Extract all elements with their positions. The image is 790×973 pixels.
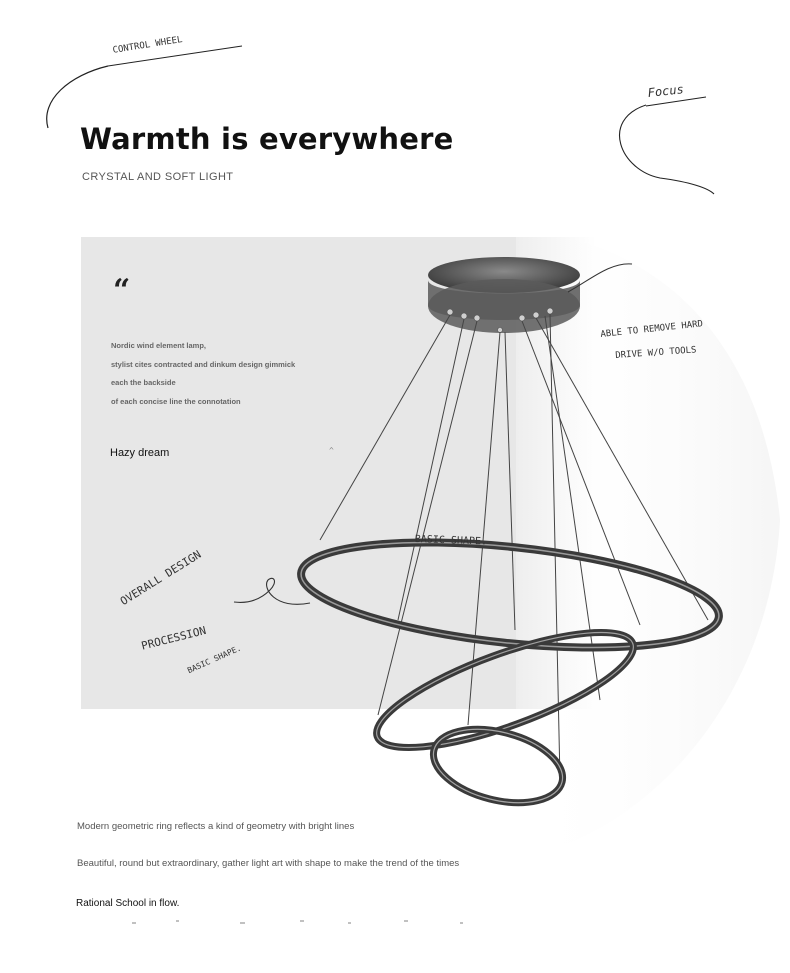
annotation-able-to-remove: ABLE TO REMOVE HARD: [600, 319, 704, 340]
annotation-caret: ^: [329, 446, 334, 455]
tagline: Hazy dream: [110, 447, 170, 459]
description-line: Nordic wind element lamp,: [111, 341, 207, 350]
annotation-basic-shape-left: BASIC SHAPE.: [186, 643, 243, 676]
description-line: of each concise line the connotation: [111, 396, 241, 406]
annotation-overall-design: OVERALL DESIGN: [118, 547, 204, 609]
page-subtitle: CRYSTAL AND SOFT LIGHT: [82, 171, 234, 183]
annotation-drive-tools: DRIVE W/O TOOLS: [615, 345, 697, 361]
description-paragraph: [111, 337, 295, 411]
footer-line-2: Beautiful, round but extraordinary, gather light art with shape to make the trend of the times: [77, 858, 460, 869]
annotation-basic-shape-top: BASIC SHAPE.: [414, 534, 488, 548]
footer-line-1: Modern geometric ring reflects a kind of geometry with bright lines: [77, 821, 355, 832]
sketch-texture: [132, 920, 463, 924]
page-title: Warmth is everywhere: [80, 122, 454, 156]
annotation-focus: Focus: [647, 82, 685, 100]
description-line: stylist cites contracted and dinkum design gimmick: [111, 359, 296, 369]
description-line: each the backside: [111, 378, 176, 387]
design-pointer-stroke: [234, 578, 310, 604]
annotation-control-wheel: CONTROL WHEEL: [112, 34, 184, 56]
footer-line-3: Rational School in flow.: [76, 898, 180, 909]
annotation-procession: PROCESSION: [140, 623, 208, 653]
quote-mark: “: [113, 273, 131, 308]
canopy-bottom: [428, 279, 580, 333]
